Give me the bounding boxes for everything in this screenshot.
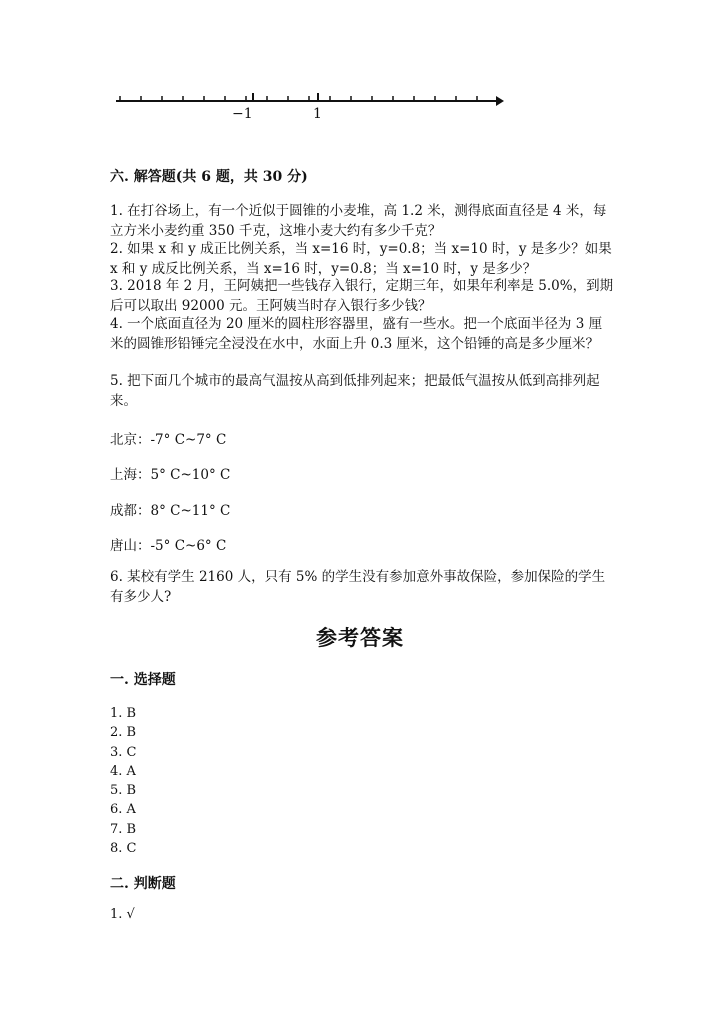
judge-section-title: 二. 判断题 [110,876,176,892]
temp-tangshan: 唐山：-5° C~6° C [110,538,227,554]
choice-answer-item: 5. B [110,783,137,799]
choice-section-title: 一. 选择题 [110,672,176,688]
question-2: 2. 如果 x 和 y 成正比例关系，当 x=16 时，y=0.8；当 x=10 时，y 是多少？如果 x 和 y 成反比例关系，当 x=16 时，y=0.8；当 x=10 时，y 是多少？ [110,241,612,277]
question-3: 3. 2018 年 2 月，王阿姨把一些钱存入银行，定期三年，如果年利率是 5.0%，到期后可以取出 92000 元。王阿姨当时存入银行多少钱？ [110,278,614,314]
answers-title: 参考答案 [316,625,404,650]
temp-shanghai: 上海：5° C~10° C [110,467,231,483]
choice-answer-item: 7. B [110,821,137,837]
choice-answer-item: 4. A [110,763,136,779]
choice-answer-item: 6. A [110,802,136,818]
question-1: 1. 在打谷场上，有一个近似于圆锥的小麦堆，高 1.2 米，测得底面直径是 4 米，每立方米小麦约重 350 千克，这堆小麦大约有多少千克？ [110,203,607,239]
question-5: 5. 把下面几个城市的最高气温按从高到低排列起来；把最低气温按从低到高排列起来。 [110,373,600,409]
choice-answer-item: 2. B [110,725,137,741]
choice-answer-item: 8. C [110,841,137,857]
choice-answer-item: 3. C [110,744,137,760]
choice-answer-item: 1. B [110,706,137,721]
temp-beijing: 北京：-7° C~7° C [110,432,227,448]
number-line [110,86,510,126]
judge-answer-item: 1. √ [110,907,135,922]
number-line-label-neg: −1 [232,106,253,122]
question-6: 6. 某校有学生 2160 人，只有 5% 的学生没有参加意外事故保险，参加保险的学生有多少人? [110,569,606,605]
question-4: 4. 一个底面直径为 20 厘米的圆柱形容器里，盛有一些水。把一个底面半径为 3 厘米的圆锥形铅锤完全浸没在水中，水面上升 0.3 厘米，这个铅锤的高是多少厘米？ [110,316,603,352]
choice-answer-list [110,704,136,858]
temp-chengdu: 成都：8° C~11° C [110,503,231,519]
section-six-title: 六. 解答题(共 6 题，共 30 分) [110,169,308,185]
number-line-label-pos: 1 [313,106,322,122]
